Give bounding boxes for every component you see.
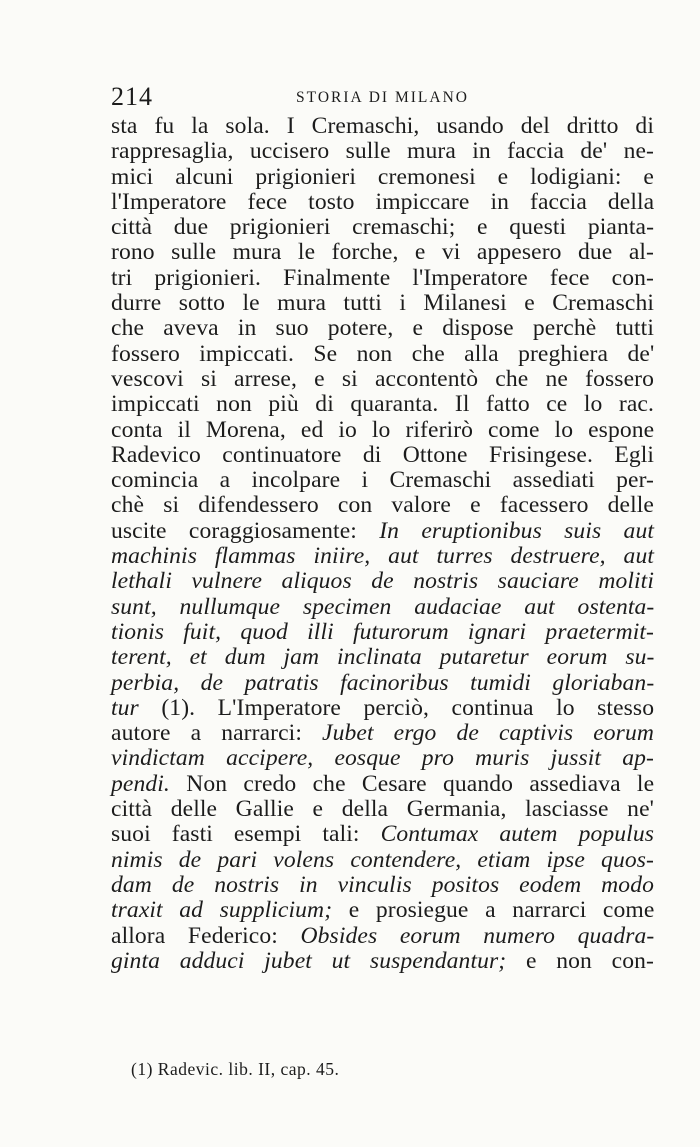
text-line: [111, 392, 654, 417]
text-line: [111, 367, 654, 392]
text-line: [111, 696, 654, 721]
text-line: [111, 240, 654, 265]
book-page: [111, 82, 654, 974]
text-line: [111, 924, 654, 949]
text-line: [111, 190, 654, 215]
text-line: [111, 443, 654, 468]
text-line: [111, 620, 654, 645]
italic-quote: terent, et dum jam inclinata putaretur eorum su-: [111, 644, 655, 671]
text-run: chè si difendessero con valore e facessero delle: [111, 492, 654, 519]
text-line: [111, 316, 654, 341]
text-line: [111, 721, 654, 746]
text-run: vescovi si arrese, e si accontentò che ne fossero: [111, 365, 654, 392]
text-run: Radevico continuatore di Ottone Frisingese. Egli: [111, 441, 655, 468]
text-line: [111, 746, 654, 771]
italic-quote: sunt, nullumque specimen audaciae aut ostenta-: [111, 593, 655, 620]
text-run: durre sotto le mura tutti i Milanesi e Cremaschi: [111, 290, 654, 317]
text-line: [111, 114, 654, 139]
text-run: fossero impiccati. Se non che alla preghiera de': [111, 340, 655, 367]
text-run: comincia a incolpare i Cremaschi assediati per-: [111, 467, 655, 494]
text-line: [111, 822, 654, 847]
running-head: STORIA DI MILANO: [296, 89, 469, 106]
text-line: [111, 671, 654, 696]
text-line: [111, 165, 654, 190]
italic-quote: traxit ad supplicium;: [111, 897, 333, 924]
text-line: [111, 468, 654, 493]
text-line: [111, 493, 654, 518]
text-line: [111, 797, 654, 822]
text-run: impiccati non più di quaranta. Il fatto ce lo rac.: [111, 391, 654, 418]
italic-quote: tur: [111, 694, 139, 721]
italic-quote: dam de nostris in vinculis positos eodem modo: [111, 871, 654, 898]
italic-quote: ginta adduci jubet ut suspendantur;: [111, 947, 507, 974]
text-run: allora Federico:: [111, 922, 301, 949]
text-run: Non credo che Cesare quando assediava le: [169, 770, 655, 797]
text-run: sta fu la sola. I Cremaschi, usando del dritto di: [111, 113, 654, 139]
text-line: [111, 266, 654, 291]
text-line: [111, 772, 654, 797]
text-line: [111, 873, 654, 898]
italic-quote: machinis flammas iniire, aut turres destruere, aut: [111, 543, 654, 570]
text-line: [111, 291, 654, 316]
text-run: e prosiegue a narrarci come: [332, 897, 655, 924]
page-header: [111, 82, 654, 112]
text-line: [111, 215, 654, 240]
text-run: uscite coraggiosamente:: [111, 517, 380, 544]
text-run: conta il Morena, ed io lo riferirò come lo espone: [111, 416, 655, 443]
text-line: [111, 418, 654, 443]
text-line: [111, 519, 654, 544]
text-run: mici alcuni prigionieri cremonesi e lodigiani: e: [111, 163, 654, 190]
text-line: [111, 595, 654, 620]
page-number: 214: [111, 82, 153, 111]
text-run: (1). L'Imperatore perciò, continua lo stesso: [138, 694, 655, 721]
text-line: [111, 898, 654, 923]
text-line: [111, 848, 654, 873]
text-run: autore a narrarci:: [111, 720, 323, 747]
italic-quote: Obsides eorum numero quadra-: [300, 922, 655, 949]
text-run: l'Imperatore fece tosto impiccare in faccia della: [111, 188, 655, 215]
text-line: [111, 569, 654, 594]
footnote: (1) Radevic. lib. II, cap. 45.: [131, 1059, 340, 1079]
text-line: [111, 342, 654, 367]
italic-quote: nimis de pari volens contendere, etiam ipse quos-: [111, 846, 654, 873]
text-run: rappresaglia, uccisero sulle mura in faccia de' ne-: [111, 138, 654, 165]
text-line: [111, 544, 654, 569]
italic-quote: Jubet ergo de captivis eorum: [322, 720, 654, 747]
text-run: città delle Gallie e della Germania, lasciasse ne': [111, 796, 654, 823]
italic-quote: lethali vulnere aliquos de nostris sauciare moliti: [111, 568, 654, 595]
italic-quote: In eruptionibus suis aut: [379, 517, 654, 544]
text-line: [111, 949, 654, 974]
italic-quote: pendi.: [111, 770, 170, 797]
text-run: e non con-: [506, 947, 655, 974]
italic-quote: Contumax autem populus: [380, 821, 654, 848]
italic-quote: vindictam accipere, eosque pro muris jussit ap-: [111, 745, 654, 772]
text-run: suoi fasti esempi tali:: [111, 821, 381, 848]
text-run: che aveva in suo potere, e dispose perchè tutti: [111, 315, 654, 342]
text-run: tri prigionieri. Finalmente l'Imperatore fece con-: [111, 264, 654, 291]
body-text: [111, 114, 654, 974]
text-run: rono sulle mura le forche, e vi appesero due al-: [111, 239, 654, 266]
text-line: [111, 645, 654, 670]
text-run: città due prigionieri cremaschi; e questi pianta-: [111, 214, 655, 241]
italic-quote: perbia, de patratis facinoribus tumidi gloriaban-: [111, 669, 655, 696]
italic-quote: tionis fuit, quod illi futurorum ignari praetermit-: [111, 618, 654, 645]
text-line: [111, 139, 654, 164]
